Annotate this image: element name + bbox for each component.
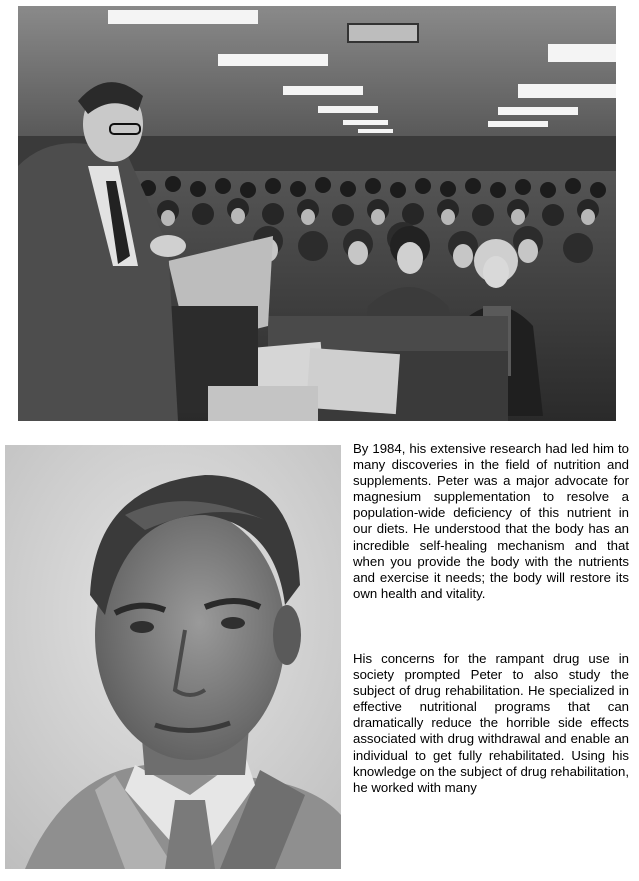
man-portrait-photo	[5, 445, 341, 869]
lecture-audience-photo	[18, 6, 616, 421]
paragraph-drug-rehabilitation: His concerns for the rampant drug use in society prompted Peter to also study the subject of drug rehabilitation. He specialized in effective nutritional programs that can dramatically reduce the horrible side effects associated with drug withdrawal and enable an individual to get fully rehabilitated. Using his knowledge on the subject of drug rehabilitation, he worked with many	[353, 650, 629, 795]
body-text	[353, 441, 629, 877]
paragraph-nutrition: By 1984, his extensive research had led him to many discoveries in the field of nutrition and supplements. Peter was a major advocate for magnesium supplementation to resolve a population-wide deficiency of this nutrient in our diets. He understood that the body has an incredible self-healing mechanism and that when you provide the body with the nutrients and exercise it needs; the body will restore its own health and vitality.	[353, 441, 629, 601]
